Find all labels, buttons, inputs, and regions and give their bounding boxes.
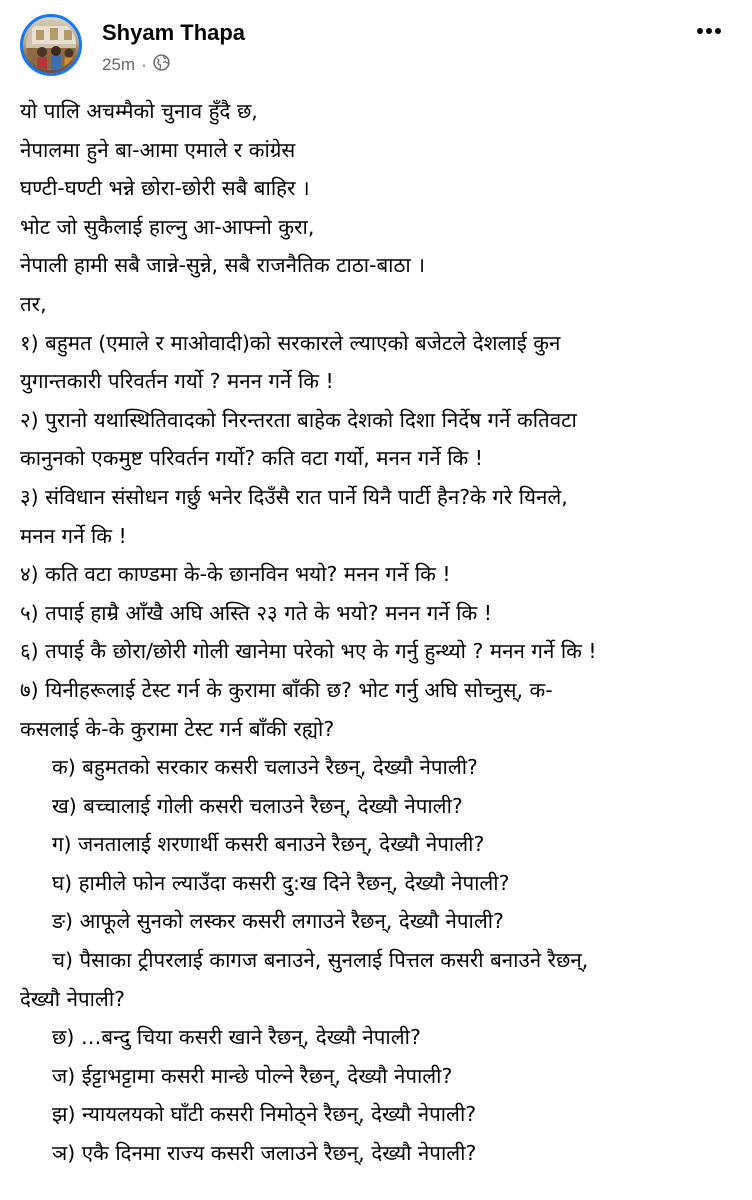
- post-line: छ) …बन्दु चिया कसरी खाने रैछन्, देख्यौ नेपाली?: [52, 1025, 421, 1050]
- avatar-image: [26, 20, 76, 70]
- author-name[interactable]: Shyam Thapa: [102, 20, 246, 45]
- post-line: क) बहुमतको सरकार कसरी चलाउने रैछन्, देख्यौ नेपाली?: [52, 755, 478, 780]
- post-line: झ) न्यायलयको घाँटी कसरी निमोठ्ने रैछन्, देख्यौ नेपाली?: [52, 1102, 477, 1127]
- post-line: ७) यिनीहरूलाई टेस्ट गर्न के कुरामा बाँकी छ? भोट गर्नु अघि सोच्नुस्, क-: [20, 677, 553, 702]
- post-line: ञ) एकै दिनमा राज्य कसरी जलाउने रैछन्, देख्यौ नेपाली?: [52, 1141, 477, 1166]
- post-line: युगान्तकारी परिवर्तन गर्यो ? मनन गर्ने कि !: [20, 369, 334, 394]
- post-line: ख) बच्चालाई गोली कसरी चलाउने रैछन्, देख्यौ नेपाली?: [52, 793, 463, 818]
- post-line: मनन गर्ने कि !: [20, 523, 127, 548]
- avatar-photo: [26, 20, 76, 70]
- post-line: ६) तपाई कै छोरा/छोरी गोली खानेमा परेको भए के गर्नु हुन्थ्यो ? मनन गर्ने कि !: [20, 639, 597, 664]
- post-line: ङ) आफूले सुनको लस्कर कसरी लगाउने रैछन्, देख्यौ नेपाली?: [52, 909, 504, 934]
- post-line: ५) तपाई हाम्रै आँखै अघि अस्ति २३ गते के भयो? मनन गर्ने कि !: [20, 600, 492, 625]
- post-time[interactable]: 25m: [102, 55, 136, 74]
- post-line: नेपाली हामी सबै जान्ने-सुन्ने, सबै राजनैतिक टाठा-बाठा ।: [20, 253, 425, 278]
- post-line: यो पालि अचम्मैको चुनाव हुँदै छ,: [20, 99, 258, 123]
- post-line: नेपालमा हुने बा-आमा एमाले र कांग्रेस: [20, 137, 296, 162]
- post-line: ४) कति वटा काण्डमा के-के छानविन भयो? मनन गर्ने कि !: [20, 562, 451, 587]
- post-line: ज) ईट्टाभट्टामा कसरी मान्छे पोल्ने रैछन्, देख्यौ नेपाली?: [52, 1063, 453, 1088]
- more-horizontal-icon[interactable]: [692, 14, 726, 48]
- post-line: घण्टी-घण्टी भन्ने छोरा-छोरी सबै बाहिर ।: [20, 176, 310, 201]
- globe-icon[interactable]: [153, 54, 170, 76]
- post-line: च) पैसाका ट्रीपरलाई कागज बनाउने, सुनलाई पित्तल कसरी बनाउने रैछन्,: [52, 948, 589, 973]
- post-line: १) बहुमत (एमाले र माओवादी)को सरकारले ल्याएको बजेटले देशलाई कुन: [20, 330, 561, 355]
- post-line: ३) संविधान संसोधन गर्छु भनेर दिउँसै रात पार्ने यिनै पार्टी हैन?के गरे यिनले,: [20, 484, 568, 509]
- post-line: कानुनको एकमुष्ट परिवर्तन गर्यो? कति वटा गर्यो, मनन गर्ने कि !: [20, 446, 483, 471]
- post-header: [20, 14, 732, 84]
- post-text: [20, 92, 736, 1173]
- meta-separator: ·: [141, 55, 147, 74]
- post-line: तर,: [20, 291, 47, 316]
- post-line: ग) जनतालाई शरणार्थी कसरी बनाउने रैछन्, देख्यौ नेपाली?: [52, 832, 485, 857]
- post-line: भोट जो सुकैलाई हाल्नु आ-आफ्नो कुरा,: [20, 214, 315, 239]
- avatar[interactable]: [20, 14, 82, 76]
- post-meta: [102, 54, 170, 76]
- post-line: घ) हामीले फोन ल्याउँदा कसरी दु:ख दिने रैछन्, देख्यौ नेपाली?: [52, 870, 510, 895]
- post-line: कसलाई के-के कुरामा टेस्ट गर्न बाँकी रह्यो?: [20, 716, 335, 741]
- post-line: २) पुरानो यथास्थितिवादको निरन्तरता बाहेक देशको दिशा निर्देष गर्ने कतिवटा: [20, 407, 577, 432]
- post-line: देख्यौ नेपाली?: [20, 986, 126, 1011]
